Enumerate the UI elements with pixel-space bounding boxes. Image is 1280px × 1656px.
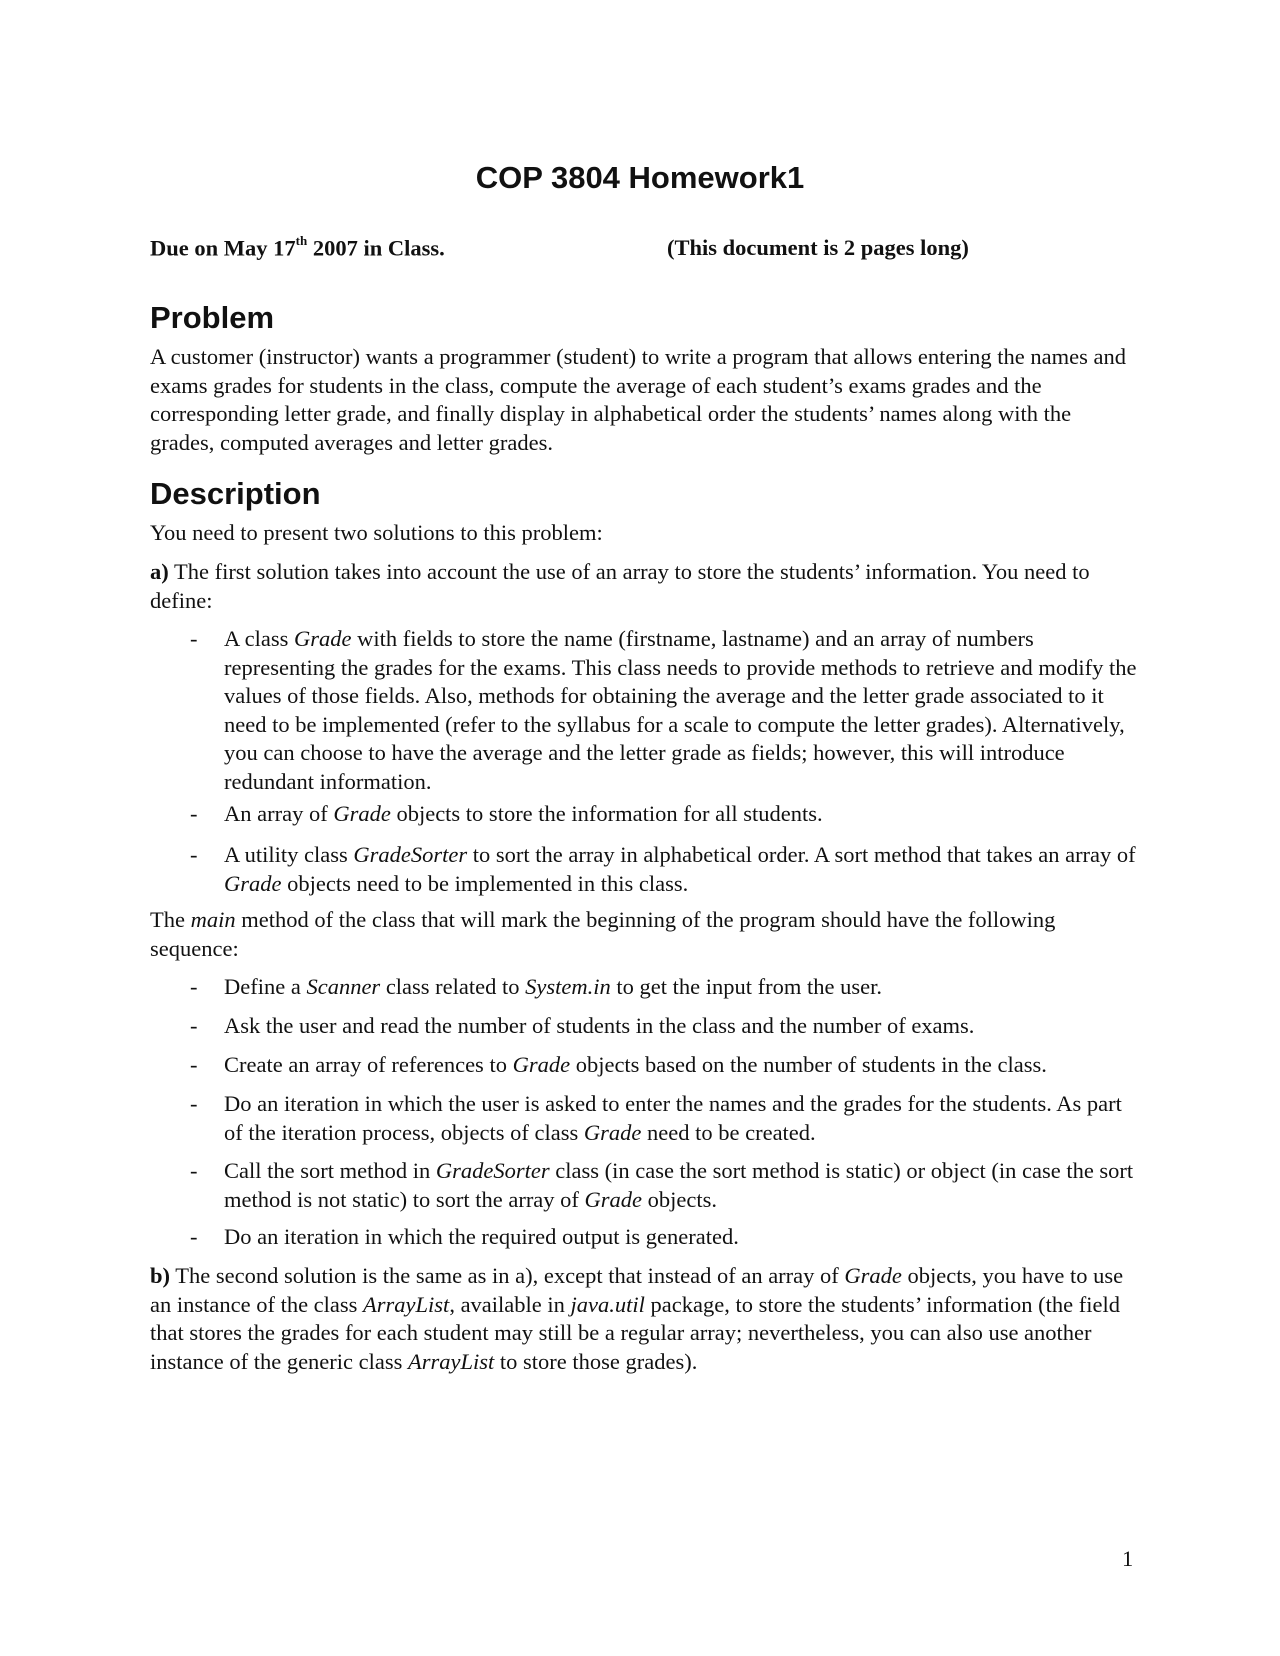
description-intro: You need to present two solutions to this problem: (150, 520, 603, 545)
problem-heading: Problem (150, 300, 275, 335)
page-title: COP 3804 Homework1 (475, 160, 805, 195)
main-method-paragraph: The main method of the class that will mark the beginning of the program should have the following sequence: (150, 907, 1056, 961)
page-number: 1 (1122, 1546, 1134, 1571)
due-date: Due on May 17th 2007 in Class. (150, 233, 445, 261)
problem-text: A customer (instructor) wants a programmer (student) to write a program that allows entering the names and exams grades for students in the class, compute the average of each student’s exams grades and the corresponding letter grade, and finally display in alphabetical order the students’ names along with the grades, computed averages and letter grades. (150, 344, 1126, 455)
solution-a-paragraph: a) The first solution takes into account the use of an array to store the students’ information. You need to define: (150, 559, 1090, 613)
description-heading: Description (150, 476, 321, 511)
document-page: COP 3804 Homework1 Due on May 17th 2007 in Class. (This document is 2 pages long) Problem A customer (instructor) wants a programmer (student) to write a program that allows entering the names and exams grades for students in the class, compute the average of each student’s exams grades and the corresponding letter grade, and finally display in alphabetical order the students’ names along with the grades, computed averages and letter grades. Description You need to present two solutions to this problem: a) The first solution takes into account the use of an array to store the students’ information. You need to define: - A class Grade with fields to store the name (firstname, lastname) and an array of numbers representing the grades for the exams. This class needs to provide methods to retrieve and modify the values of those fields. Also, methods for obtaining the average and the letter grade associated to it need to be implemented (refer to the syllabus for a scale to compute the letter grades). Alternatively, you can choose to have the average and the letter grade as fields; however, this will introduce redundant information. - An array of Grade objects to store the information for all students. - A utility class GradeSorter to sort the array in alphabetical order. A sort method that takes an array of Grade objects need to be implemented in this class. The main method of the class that will mark the beginning of the program should have the following sequence: - Define a Scanner class related to System.in to get the input from the user. - Ask the user and read the number of students in the class and the number of exams. - Create an array of references to Grade objects based on the number of students in the class. - Do an iteration in which the user is asked to enter the names and the grades for the students. As part of the iteration process, objects of class Grade need to be created. - Call the sort method in GradeSorter class (in case the sort method is static) or object (in case the sort method is not static) to sort the array of Grade objects. - Do an iteration in which the required output is generated. b) The second solution is the same as in a), except that instead of an array of Grade objects, you have to use an instance of the class ArrayList, available in java.util package, to store the students’ information (the field that stores the grades for each student may still be a regular array; nevertheless, you can also use another instance of the generic class ArrayList to store those grades). 1 (0, 0, 1280, 1656)
document-length-note: (This document is 2 pages long) (667, 235, 969, 260)
solution-b-paragraph: b) The second solution is the same as in a), except that instead of an array of Grade objects, you have to use an instance of the class ArrayList, available in java.util package, to store the students’ information (the field that stores the grades for each student may still be a regular array; nevertheless, you can also use another instance of the generic class ArrayList to store those grades). (150, 1263, 1124, 1374)
